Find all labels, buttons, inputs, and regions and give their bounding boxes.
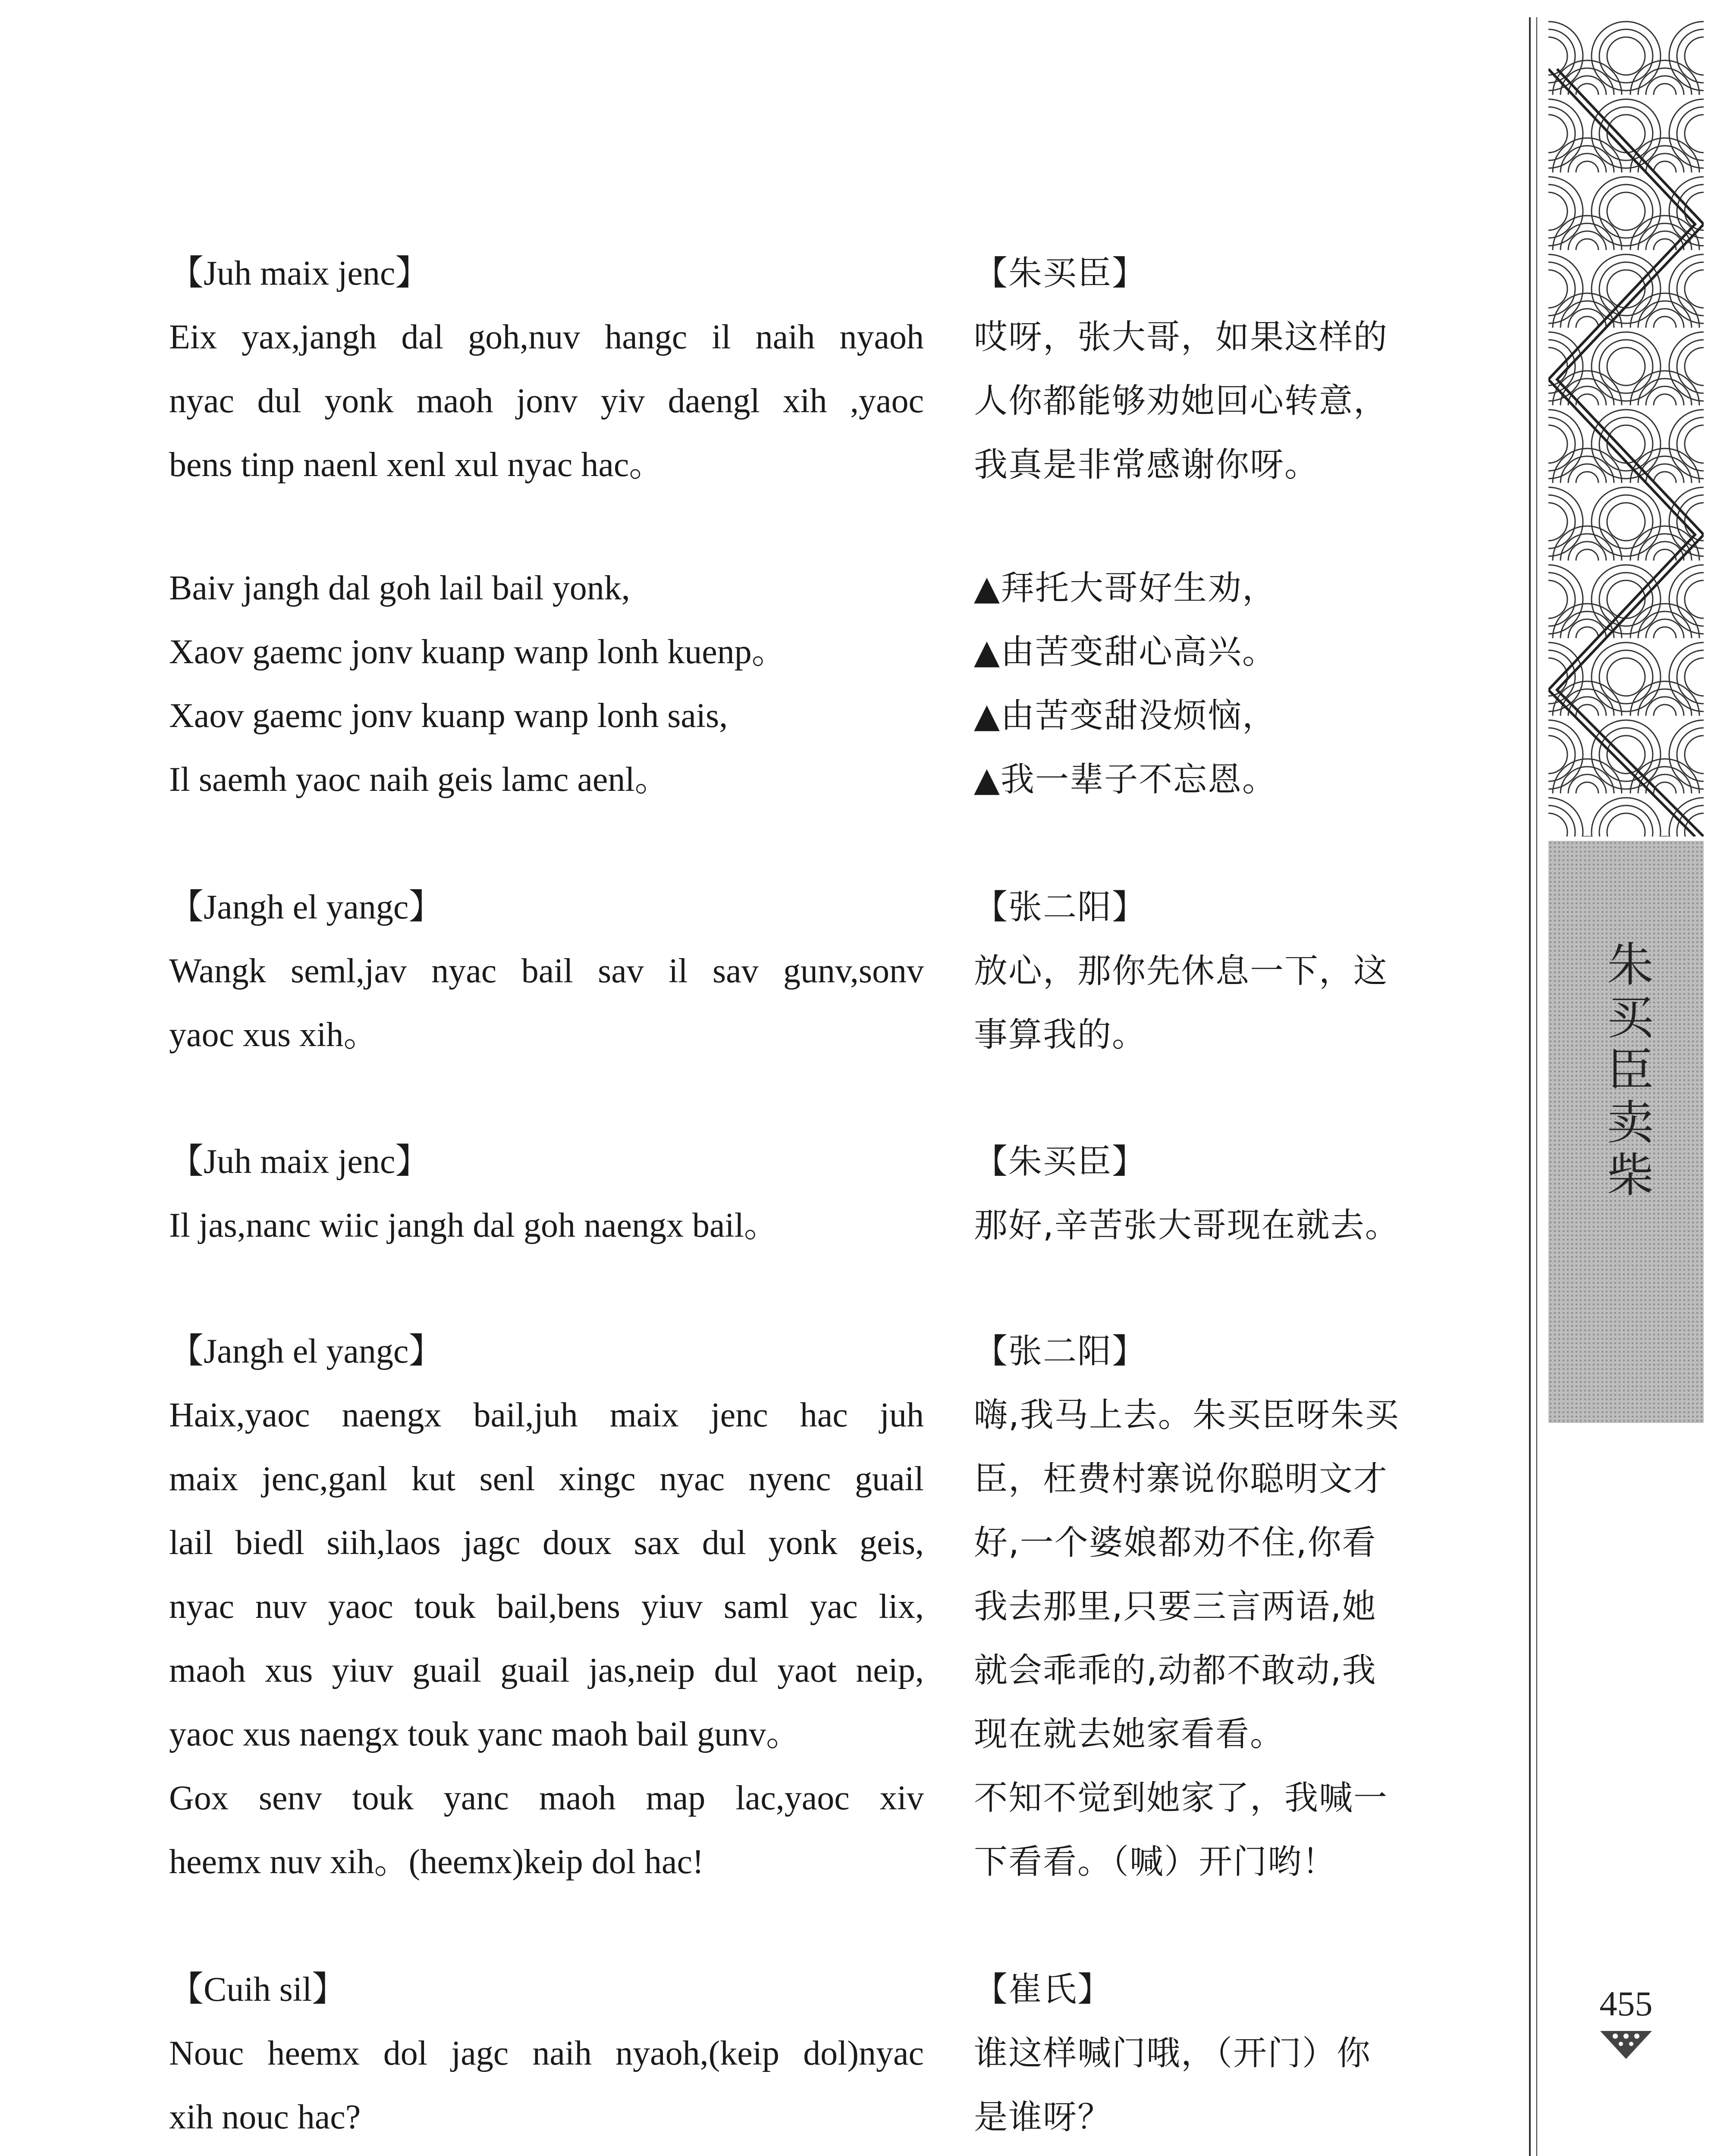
dialogue-line: 人你都能够劝她回心转意，: [974, 382, 1388, 420]
speaker-label: 【崔氏】: [974, 1970, 1112, 2009]
chinese-block-3: [974, 875, 1440, 1067]
dialogue-line: heemx nuv xih。(heemx)keip dol hac!: [169, 1843, 704, 1881]
verse-line: ▲我一辈子不忘恩。: [974, 760, 1277, 799]
dong-block-1: [169, 241, 924, 497]
chinese-block-4: [974, 1130, 1440, 1257]
page-ornament-icon: [1596, 2027, 1656, 2061]
dong-block-3: [169, 875, 924, 1067]
dong-block-2: [169, 556, 924, 812]
dialogue-line: bens tinp naenl xenl xul nyac hac。: [169, 446, 664, 484]
dialogue-line: nyac nuv yaoc touk bail,bens yiuv saml yac lix,: [169, 1588, 924, 1626]
dialogue-line: 那好,辛苦张大哥现在就去。: [974, 1206, 1400, 1245]
verse-line: Xaov gaemc jonv kuanp wanp lonh kuenp。: [169, 633, 786, 671]
dong-block-6: [169, 1958, 924, 2149]
verse-line: ▲由苦变甜没烦恼，: [974, 696, 1277, 735]
chinese-block-1: [974, 241, 1440, 497]
dialogue-line: 我真是非常感谢你呀。: [974, 445, 1319, 484]
speaker-label: 【朱买臣】: [974, 1142, 1147, 1181]
dong-block-5: [169, 1319, 924, 1894]
running-title: 朱买臣卖柴: [1599, 940, 1653, 1203]
verse-line: Xaov gaemc jonv kuanp wanp lonh sais,: [169, 697, 728, 735]
dialogue-line: Nouc heemx dol jagc naih nyaoh,(keip dol)nyac: [169, 2034, 924, 2072]
dialogue-line: 是谁呀？: [974, 2098, 1112, 2137]
dialogue-line: maoh xus yiuv guail guail jas,neip dul yaot neip,: [169, 1651, 924, 1689]
dialogue-line: 谁这样喊门哦，（开门）你: [974, 2034, 1372, 2073]
dialogue-line: xih nouc hac?: [169, 2098, 361, 2136]
speaker-label: 【Juh maix jenc】: [169, 1143, 430, 1181]
dialogue-line: Haix,yaoc naengx bail,juh maix jenc hac juh: [169, 1396, 924, 1434]
dialogue-line: Eix yax,jangh dal goh,nuv hangc il naih nyaoh: [169, 318, 924, 356]
page-number: 455: [1599, 1984, 1653, 2023]
cloud-pattern-ornament: [1548, 17, 1704, 837]
dialogue-line: yaoc xus naengx touk yanc maoh bail gunv。: [169, 1715, 801, 1753]
dialogue-line: nyac dul yonk maoh jonv yiv daengl xih ,yaoc: [169, 382, 924, 420]
margin-rule-inner: [1536, 17, 1537, 2156]
dialogue-line: 就会乖乖的,动都不敢动,我: [974, 1651, 1377, 1690]
speaker-label: 【Jangh el yangc】: [169, 1332, 443, 1370]
dialogue-line: 臣，枉费村寨说你聪明文才: [974, 1460, 1388, 1498]
dialogue-line: 放心，那你先休息一下，这: [974, 952, 1388, 990]
dialogue-line: yaoc xus xih。: [169, 1016, 378, 1054]
dialogue-line: 事算我的。: [974, 1015, 1147, 1054]
dialogue-line: 不知不觉到她家了，我喊一: [974, 1779, 1388, 1818]
dialogue-line: Il jas,nanc wiic jangh dal goh naengx bail。: [169, 1206, 779, 1244]
verse-line: Il saemh yaoc naih geis lamc aenl。: [169, 761, 669, 799]
dialogue-line: 下看看。（喊）开门哟！: [974, 1843, 1337, 1881]
dialogue-line: Wangk seml,jav nyac bail sav il sav gunv,sonv: [169, 952, 924, 990]
chinese-block-2: [974, 556, 1440, 812]
chinese-block-5: [974, 1319, 1440, 1894]
dialogue-line: Gox senv touk yanc maoh map lac,yaoc xiv: [169, 1779, 924, 1817]
margin-rule-outer: [1529, 17, 1531, 2156]
speaker-label: 【Juh maix jenc】: [169, 254, 430, 292]
verse-line: ▲拜托大哥好生劝，: [974, 569, 1277, 608]
dialogue-line: 我去那里,只要三言两语,她: [974, 1587, 1377, 1626]
dialogue-line: lail biedl siih,laos jagc doux sax dul yonk geis,: [169, 1524, 924, 1562]
speaker-label: 【Jangh el yangc】: [169, 888, 443, 926]
dong-block-4: [169, 1130, 924, 1257]
speaker-label: 【Cuih sil】: [169, 1971, 347, 2009]
dialogue-line: 现在就去她家看看。: [974, 1715, 1285, 1754]
verse-line: ▲由苦变甜心高兴。: [974, 633, 1277, 671]
speaker-label: 【朱买臣】: [974, 254, 1147, 293]
dialogue-line: 好,一个婆娘都劝不住,你看: [974, 1523, 1377, 1562]
dialogue-line: maix jenc,ganl kut senl xingc nyac nyenc guail: [169, 1460, 924, 1498]
dialogue-line: 嗨,我马上去。朱买臣呀朱买: [974, 1396, 1400, 1435]
speaker-label: 【张二阳】: [974, 1332, 1147, 1371]
dialogue-line: 哎呀，张大哥，如果这样的: [974, 318, 1388, 357]
chinese-block-6: [974, 1958, 1440, 2149]
verse-line: Baiv jangh dal goh lail bail yonk,: [169, 569, 630, 607]
speaker-label: 【张二阳】: [974, 888, 1147, 927]
